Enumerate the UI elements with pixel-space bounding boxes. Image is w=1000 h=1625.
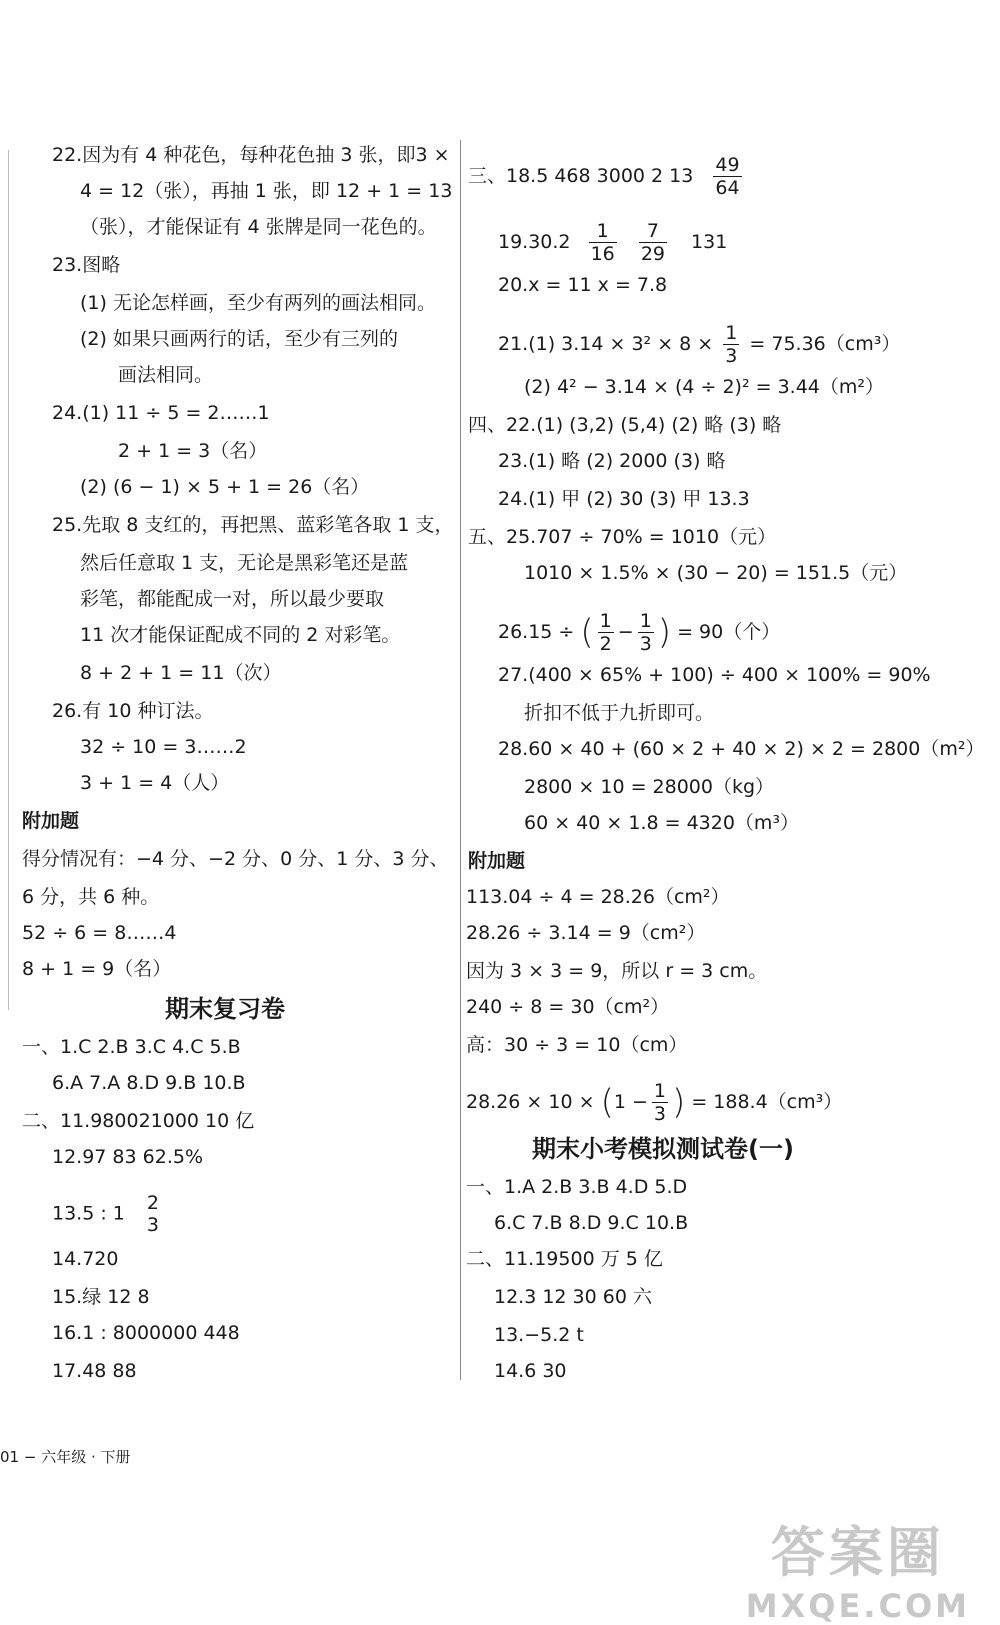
answer-28-line1: 28.60 × 40 + (60 × 2 + 40 × 2) × 2 = 2800（m²） bbox=[498, 738, 985, 760]
answer-28-line2: 2800 × 10 = 28000（kg） bbox=[524, 776, 775, 798]
answer-19-fraction-2 bbox=[639, 220, 667, 265]
left-extra-line2: 6 分，共 6 种。 bbox=[22, 886, 160, 908]
answer-27-line1: 27.(400 × 65% + 100) ÷ 400 × 100% = 90% bbox=[498, 664, 931, 686]
answer-12: 12.97 83 62.5% bbox=[52, 1146, 204, 1168]
mock-answers-6-10: 6.C 7.B 8.D 9.C 10.B bbox=[494, 1212, 689, 1234]
watermark-url: MXQE.COM bbox=[745, 1587, 970, 1625]
answer-26-line2: 32 ÷ 10 = 3……2 bbox=[80, 736, 247, 758]
watermark-logo bbox=[746, 1510, 970, 1625]
answer-17: 17.48 88 bbox=[52, 1360, 137, 1382]
answer-19-text: 19.30.2 bbox=[498, 231, 571, 253]
fraction-denominator: 16 bbox=[590, 243, 615, 265]
answer-26-line3: 3 + 1 = 4（人） bbox=[80, 772, 230, 794]
fraction-numerator: 2 bbox=[146, 1192, 160, 1214]
fraction-numerator: 1 bbox=[639, 610, 652, 632]
fraction-denominator: 64 bbox=[715, 177, 740, 199]
answer-19-fraction-1 bbox=[589, 220, 617, 265]
column-divider bbox=[460, 140, 461, 1380]
answer-25-line4: 11 次才能保证配成不同的 2 对彩笔。 bbox=[80, 624, 401, 646]
fraction-numerator: 49 bbox=[715, 154, 740, 176]
extra-line6-result: = 188.4（cm³） bbox=[691, 1091, 843, 1113]
answer-22-line2: 4 = 12（张），再抽 1 张，即 12 + 1 = 13 bbox=[80, 180, 453, 202]
answer-19-tail: 131 bbox=[691, 231, 728, 253]
answer-19 bbox=[498, 220, 727, 265]
answer-23-line3: 画法相同。 bbox=[118, 364, 214, 386]
answer-18-text: 三、18.5 468 3000 2 13 bbox=[468, 165, 694, 187]
left-margin-rule bbox=[8, 150, 9, 1010]
right-extra-line5: 高：30 ÷ 3 = 10（cm） bbox=[466, 1034, 688, 1056]
mock-answers-1-5: 一、1.A 2.B 3.B 4.D 5.D bbox=[466, 1176, 688, 1198]
answer-24-right: 24.(1) 甲 (2) 30 (3) 甲 13.3 bbox=[498, 488, 750, 510]
fraction-numerator: 1 bbox=[653, 1080, 666, 1102]
answer-22-right: 四、22.(1) (3,2) (5,4) (2) 略 (3) 略 bbox=[468, 414, 782, 436]
mock-answer-12: 12.3 12 30 60 六 bbox=[494, 1286, 652, 1308]
fraction-denominator: 3 bbox=[653, 1103, 666, 1125]
answer-15: 15.绿 12 8 bbox=[52, 1286, 150, 1308]
answer-22-line3: （张），才能保证有 4 张牌是同一花色的。 bbox=[80, 216, 437, 238]
answer-13-ratio: 13.5 : 1 bbox=[52, 1202, 125, 1225]
answer-18 bbox=[468, 154, 746, 199]
answer-25-line1: 25.先取 8 支红的，再把黑、蓝彩笔各取 1 支， bbox=[52, 514, 454, 536]
answer-26-result: = 90（个） bbox=[677, 621, 781, 643]
answers-6-10: 6.A 7.A 8.D 9.B 10.B bbox=[52, 1072, 246, 1094]
fraction-denominator: 3 bbox=[146, 1214, 160, 1236]
answer-28-line3: 60 × 40 × 1.8 = 4320（m³） bbox=[524, 812, 800, 834]
section-title-mock-test: 期末小考模拟测试卷(一) bbox=[532, 1135, 794, 1163]
answer-25-line3: 彩笔，都能配成一对，所以最少要取 bbox=[80, 588, 385, 610]
answer-23-title: 23.图略 bbox=[52, 254, 121, 276]
answer-24-line1: 24.(1) 11 ÷ 5 = 2……1 bbox=[52, 402, 270, 424]
left-extra-line1: 得分情况有：−4 分、−2 分、0 分、1 分、3 分、 bbox=[22, 848, 449, 870]
right-extra-line3: 因为 3 × 3 = 9，所以 r = 3 cm。 bbox=[466, 960, 768, 982]
mock-answer-14: 14.6 30 bbox=[494, 1360, 567, 1382]
page-footer: 01 − 六年级 · 下册 bbox=[0, 1448, 131, 1466]
answer-26-right bbox=[498, 610, 780, 655]
answer-14: 14.720 bbox=[52, 1248, 119, 1270]
answer-11: 二、11.980021000 10 亿 bbox=[22, 1110, 255, 1132]
answer-27-line2: 折扣不低于九折即可。 bbox=[524, 702, 715, 724]
answer-22-line1: 22.因为有 4 种花色，每种花色抽 3 张，即3 × bbox=[52, 144, 450, 166]
answer-24-line2: 2 + 1 = 3（名） bbox=[118, 440, 268, 462]
left-extra-line3: 52 ÷ 6 = 8……4 bbox=[22, 922, 177, 944]
fraction-numerator: 7 bbox=[639, 220, 667, 243]
answer-23-line2: (2) 如果只画两行的话，至少有三列的 bbox=[80, 328, 398, 350]
fraction-denominator: 3 bbox=[639, 633, 652, 655]
answer-20: 20.x = 11 x = 7.8 bbox=[498, 274, 668, 296]
answer-26-text: 26.15 ÷ bbox=[498, 621, 575, 643]
left-extra-line4: 8 + 1 = 9（名） bbox=[22, 958, 172, 980]
fraction-numerator: 1 bbox=[589, 220, 617, 243]
fraction-denominator: 2 bbox=[599, 633, 612, 655]
fraction-denominator: 29 bbox=[640, 243, 665, 265]
answer-26-line1: 26.有 10 种订法。 bbox=[52, 700, 214, 722]
mock-answer-11: 二、11.19500 万 5 亿 bbox=[466, 1248, 663, 1270]
open-paren-icon: ( bbox=[580, 612, 594, 653]
answer-16: 16.1 : 8000000 448 bbox=[52, 1322, 240, 1344]
right-extra-line2: 28.26 ÷ 3.14 = 9（cm²） bbox=[466, 922, 706, 944]
right-extra-line1: 113.04 ÷ 4 = 28.26（cm²） bbox=[466, 886, 730, 908]
answer-13-fraction bbox=[145, 1192, 161, 1236]
answer-18-fraction bbox=[713, 154, 741, 199]
minus-sign-icon: − bbox=[617, 621, 634, 643]
answer-21-result: = 75.36（cm³） bbox=[749, 333, 901, 355]
answer-13 bbox=[52, 1192, 165, 1236]
section-title-final-review: 期末复习卷 bbox=[165, 995, 285, 1023]
right-extra-line6 bbox=[466, 1080, 842, 1125]
right-extra-title: 附加题 bbox=[468, 850, 526, 872]
extra-line6-inner: 1 − bbox=[613, 1091, 648, 1113]
left-extra-title: 附加题 bbox=[22, 810, 80, 832]
fraction-numerator: 1 bbox=[725, 322, 738, 344]
answer-21-fraction bbox=[723, 322, 739, 367]
open-paren-icon: ( bbox=[600, 1082, 614, 1123]
fraction-denominator: 3 bbox=[725, 345, 738, 367]
answer-26-fraction-2 bbox=[638, 610, 654, 655]
answer-21-part2: (2) 4² − 3.14 × (4 ÷ 2)² = 3.44（m²） bbox=[524, 376, 885, 398]
close-paren-icon: ) bbox=[672, 1082, 686, 1123]
answer-24-line3: (2) (6 − 1) × 5 + 1 = 26（名） bbox=[80, 476, 370, 498]
answer-23-line1: (1) 无论怎样画，至少有两列的画法相同。 bbox=[80, 292, 436, 314]
answer-25-right-line1: 五、25.707 ÷ 70% = 1010（元） bbox=[468, 526, 777, 548]
watermark-big: 答案圈 bbox=[770, 1520, 945, 1584]
answer-23-right: 23.(1) 略 (2) 2000 (3) 略 bbox=[498, 450, 726, 472]
answer-25-line2: 然后任意取 1 支，无论是黑彩笔还是蓝 bbox=[80, 552, 409, 574]
answer-25-right-line2: 1010 × 1.5% × (30 − 20) = 151.5（元） bbox=[524, 562, 908, 584]
right-extra-line4: 240 ÷ 8 = 30（cm²） bbox=[466, 996, 670, 1018]
answer-25-line5: 8 + 2 + 1 = 11（次） bbox=[80, 662, 282, 684]
extra-line6-fraction bbox=[652, 1080, 668, 1125]
extra-line6-text: 28.26 × 10 × bbox=[466, 1091, 595, 1113]
answer-21-part1 bbox=[498, 322, 900, 367]
answer-21-text: 21.(1) 3.14 × 3² × 8 × bbox=[498, 333, 714, 355]
fraction-numerator: 1 bbox=[599, 610, 612, 632]
mock-answer-13: 13.−5.2 t bbox=[494, 1324, 584, 1346]
answer-26-fraction-1 bbox=[598, 610, 614, 655]
close-paren-icon: ) bbox=[657, 612, 672, 653]
answers-1-5: 一、1.C 2.B 3.C 4.C 5.B bbox=[22, 1036, 241, 1058]
